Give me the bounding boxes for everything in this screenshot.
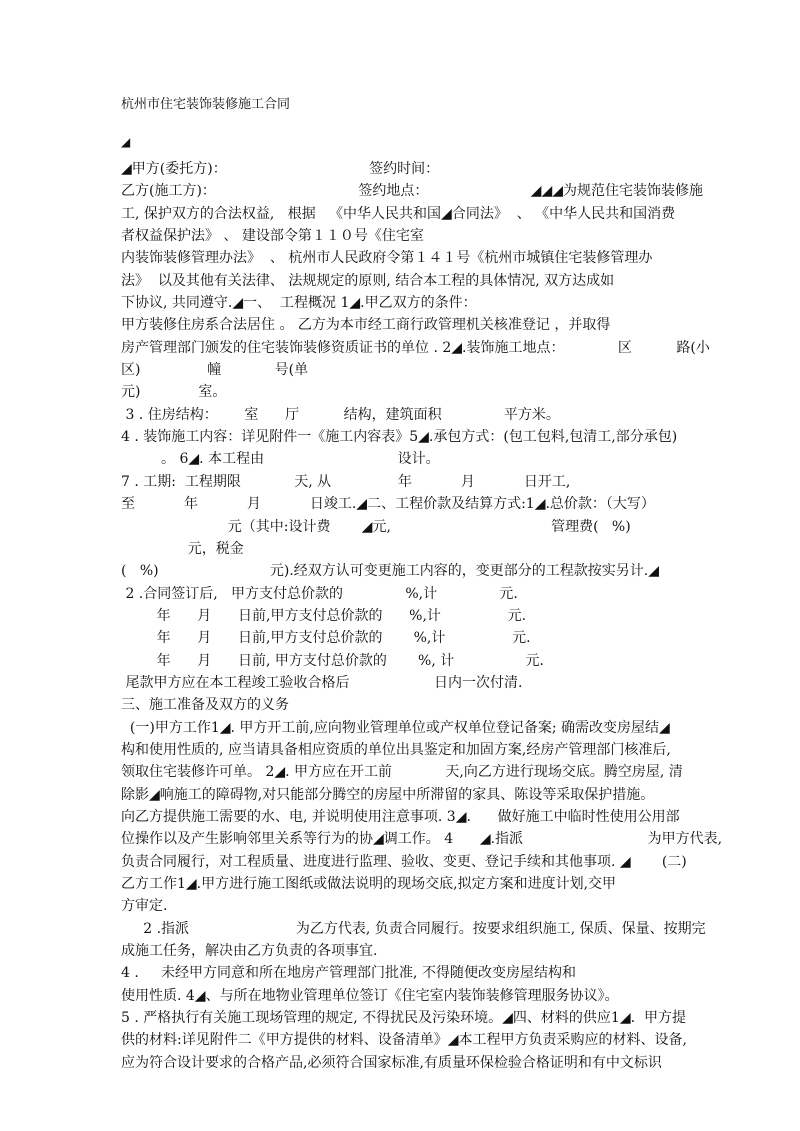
body-line: 内装饰装修管理办法》 、 杭州市人民政府令第１４１号《杭州市城镇住宅装修管理办 <box>121 250 653 267</box>
body-line: 3 . 住房结构： 室 厅 结构，建筑面积 平方米。 <box>121 406 560 423</box>
body-line: ◢甲方(委托方)： 签约时间： <box>121 161 440 177</box>
body-line: 工, 保护双方的合法权益, 根据 《中华人民共和国◢合同法》 、 《中华人民共和国消费 <box>121 205 676 222</box>
body-line: ( %) 元).经双方认可变更施工内容的，变更部分的工程款按实另计.◢ <box>121 563 659 580</box>
body-line: 位操作以及产生影响邻里关系等行为的协◢调工作。 4 ◢.指派 为甲方代表, <box>121 831 723 848</box>
bullet-mark: ◢ <box>121 135 131 149</box>
body-line: 区) 幢 号(单 <box>121 362 309 379</box>
body-line: 领取住宅装修许可单。 2◢. 甲方应在开工前 天,向乙方进行现场交底。腾空房屋, 清 <box>121 764 683 781</box>
body-line: 乙方工作1◢.甲方进行施工图纸或做法说明的现场交底,拟定方案和进度计划,交甲 <box>121 876 617 892</box>
body-line: 应为符合设计要求的合格产品,必须符合国家标准,有质量环保检验合格证明和有中文标识 <box>121 1054 662 1071</box>
body-line: 乙方(施工方)： 签约地点： ◢◢◢为规范住宅装饰装修施 <box>121 183 703 200</box>
body-line: 构和使用性质的, 应当请具备相应资质的单位出具鉴定和加固方案,经房产管理部门核准后, <box>121 741 671 758</box>
body-line: 元，税金 <box>121 540 244 557</box>
body-line: 4 . 装饰施工内容：详见附件一《施工内容表》5◢.承包方式：(包工包料,包清工,部分承包) <box>121 429 678 446</box>
body-line: 年 月 日前,甲方支付总价款的 %,计 元. <box>121 607 527 624</box>
body-line: 年 月 日前,甲方支付总价款的 %,计 元. <box>121 630 531 647</box>
body-line: 向乙方提供施工需要的水、电, 并说明使用注意事项. 3◢. 做好施工中临时性使用公用部 <box>121 808 680 825</box>
body-line: 法》 以及其他有关法律、 法规规定的原则, 结合本工程的具体情况, 双方达成如 <box>121 272 615 289</box>
body-line: 至 年 月 日竣工.◢二、工程价款及结算方式:1◢.总价款：（大写） <box>121 496 655 513</box>
body-line: 者权益保护法》 、 建设部令第１１０号《住宅室 <box>121 228 424 245</box>
body-line: 2 .指派 为乙方代表, 负责合同履行。按要求组织施工, 保质、保量、按期完 <box>121 920 706 937</box>
body-line: (一)甲方工作1◢. 甲方开工前,应向物业管理单位或产权单位登记备案; 确需改变房屋结◢ <box>121 719 670 736</box>
body-line: 供的材料:详见附件二《甲方提供的材料、设备清单》◢本工程甲方负责采购应的材料、设备, <box>121 1032 687 1049</box>
body-line: 4 . 未经甲方同意和所在地房产管理部门批准, 不得随便改变房屋结构和 <box>121 965 576 982</box>
body-line: 甲方装修住房系合法居住 。 乙方为本市经工商行政管理机关核准登记 ，并取得 <box>121 317 611 334</box>
body-line: 成施工任务，解决由乙方负责的各项事宜. <box>121 943 378 960</box>
body-line: 除影◢响施工的障碍物,对只能部分腾空的房屋中所滞留的家具、陈设等采取保护措施。 <box>121 786 655 803</box>
body-line: 尾款甲方应在本工程竣工验收合格后 日内一次付清. <box>121 674 523 691</box>
body-line: 7 . 工期: 工程期限 天, 从 年 月 日开工, <box>121 473 571 490</box>
body-line: 使用性质. 4◢、与所在地物业管理单位签订《住宅室内装饰装修管理服务协议》。 <box>121 987 619 1004</box>
body-line: 负责合同履行，对工程质量、进度进行监理、验收、变更、登记手续和其他事项. ◢ (二) <box>121 853 687 870</box>
body-line: 房产管理部门颁发的住宅装饰装修资质证书的单位 . 2◢.装饰施工地点： 区 路(小 <box>121 339 710 356</box>
body-line: 元（其中:设计费 ◢元, 管理费( %) <box>121 518 631 535</box>
body-line: 年 月 日前, 甲方支付总价款的 %, 计 元. <box>121 652 544 669</box>
body-line: 2 .合同签订后, 甲方支付总价款的 %,计 元. <box>121 585 518 602</box>
contract-body <box>121 158 723 1074</box>
body-line: 5 . 严格执行有关施工现场管理的规定, 不得扰民及污染环境。◢四、材料的供应1◢. 甲方提 <box>121 1010 686 1027</box>
body-line: 下协议, 共同遵守.◢一、 工程概况 1◢.甲乙双方的条件： <box>121 295 477 312</box>
document-title: 杭州市住宅装饰装修施工合同 <box>121 97 291 112</box>
body-line: 元) 室。 <box>121 384 227 401</box>
body-line: 。 6◢. 本工程由 设计。 <box>121 451 440 468</box>
body-line: 方审定. <box>121 898 168 915</box>
body-line: 三、施工准备及双方的义务 <box>121 697 289 714</box>
